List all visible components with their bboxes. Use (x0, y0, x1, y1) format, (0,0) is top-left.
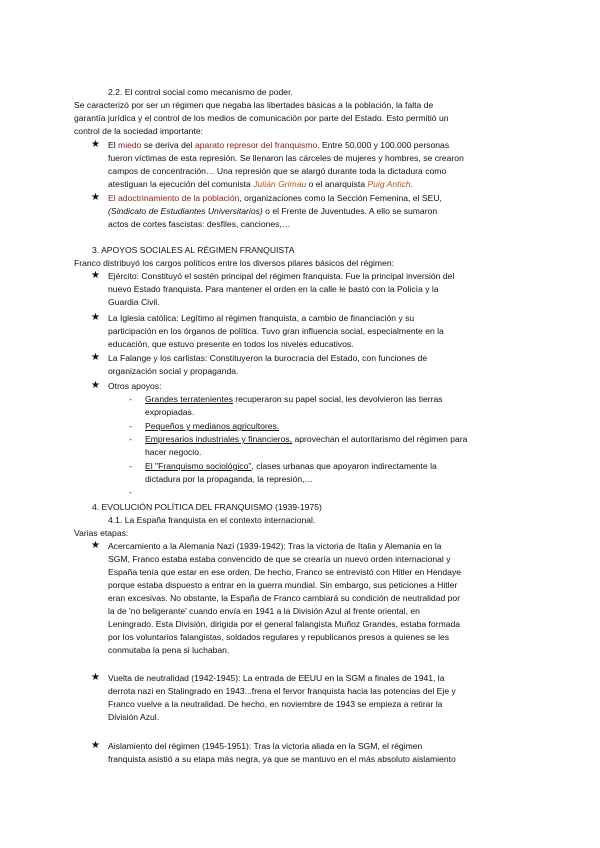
name-puig-antich: Puig Antich (367, 179, 411, 189)
section-4-1-heading: 4.1. La España franquista en el contexto internacional. (108, 515, 316, 525)
bullet-line: organización social y propaganda. (108, 366, 239, 376)
bullet-line: España tenía que estar en ese orden. De hecho, Franco se entrevistó con Hitler en Hendaye (108, 567, 462, 577)
bullet-line: fueron víctimas de esta represión. Se llenaron las cárceles de mujeres y hombres, se crearon (108, 153, 464, 163)
text: , clases urbanas que apoyaron indirectamente la (251, 461, 437, 471)
star-bullet-icon: ★ (91, 192, 100, 203)
keyword-aparato-represor: aparato represor del franquismo (194, 140, 318, 150)
sub-bullet-line (145, 393, 443, 405)
bullet-line: Vuelta de neutralidad (1942-1945): La entrada de EEUU en la SGM a finales de 1941, la (108, 673, 445, 683)
paragraph-line: Franco distribuyó los cargos políticos entre los diversos pilares básicos del régimen: (74, 258, 395, 268)
paragraph-line: Se caracterizó por ser un régimen que negaba las libertades básicas a la población, la falta de (74, 100, 434, 110)
bullet-line: la de 'no beligerante' cuando envía en 1941 a la División Azul al frente oriental, en (108, 606, 420, 616)
bullet-line: por los voluntarios falangistas, soldados regulares y republicanos presos a quienes se les (108, 632, 450, 642)
dash-bullet: - (129, 421, 132, 431)
sub-bullet-line: dictadura por la propaganda, la represión,… (145, 474, 314, 484)
bullet-line: participación en los órganos de política. Tuvo gran influencia social, especialmente en la (108, 326, 444, 336)
dash-bullet: - (129, 394, 132, 404)
bullet-line: División Azul. (108, 712, 160, 722)
bullet-line: derrota nazi en Stalingrado en 1943...frena el fervor franquista hacia las potencias del Eje y (108, 686, 456, 696)
text: atestiguan la ejecución del comunista (108, 179, 254, 189)
dash-bullet: - (129, 487, 132, 497)
star-bullet-icon: ★ (91, 270, 100, 281)
star-bullet-icon: ★ (91, 540, 100, 551)
text: o el Frente de Juventudes. A ello se sumaron (262, 206, 438, 216)
bullet-line: SGM, Franco estaba estaba convencido de que se crearía un nuevo orden internacional y (108, 554, 451, 564)
section-4-heading: 4. EVOLUCIÓN POLÍTICA DEL FRANQUISMO (1939-1975) (92, 502, 322, 512)
paragraph-line: Varias etapas: (74, 528, 129, 538)
star-bullet-icon: ★ (91, 139, 100, 150)
bullet-line (108, 192, 442, 204)
star-bullet-icon: ★ (91, 380, 100, 391)
bullet-line: porque estaba dispuesto a entrar en la guerra mundial. Sin embargo, sus peticiones a Hitler (108, 580, 458, 590)
bullet-line: educación, que estuvo presente en todos los niveles educativos. (108, 339, 354, 349)
star-bullet-icon: ★ (91, 352, 100, 363)
bullet-line: La Falange y los carlistas: Constituyeron la burocracia del Estado, con funciones de (108, 353, 428, 363)
text: El (108, 140, 119, 150)
bullet-line: franquista asistió a su etapa más negra, ya que se mantuvo en el más absoluto aislamiento (108, 754, 456, 764)
bullet-line (108, 139, 449, 151)
dash-bullet: - (129, 434, 132, 444)
paragraph-line: control de la sociedad importante: (74, 126, 203, 136)
bullet-line: Ejército: Constituyó el sostén principal del régimen franquista. Fue la principal inversión del (108, 271, 455, 281)
bullet-line: Franco vuelve a la neutralidad. De hecho, en noviembre de 1943 se empieza a retirar la (108, 699, 443, 709)
bullet-line: nuevo Estado franquista. Para mantener el orden en la calle le bastó con la Policía y la (108, 284, 439, 294)
sub-bullet-line: hacer negocio. (145, 447, 202, 457)
text-grandes-terratenientes: Grandes terratenientes (145, 394, 233, 404)
text: , organizaciones como la Sección Femenina, el SEU, (239, 193, 442, 203)
text: o el anarquista (306, 179, 368, 189)
sub-bullet-line (145, 433, 467, 445)
text: se deriva del (141, 140, 195, 150)
bullet-line: conmutaba la pena si luchaban. (108, 645, 230, 655)
bullet-line: Otros apoyos: (108, 381, 162, 391)
sub-bullet-line: expropiadas. (145, 407, 195, 417)
bullet-line (108, 205, 437, 217)
section-2-2-heading: 2.2. El control social como mecanismo de poder. (108, 87, 293, 97)
text: . Entre 50.000 y 100.000 personas (317, 140, 450, 150)
section-3-heading: 3. APOYOS SOCIALES AL RÉGIMEN FRANQUISTA (92, 245, 295, 255)
text: recuperaron su papel social, les devolvieron las tierras (232, 394, 443, 404)
paragraph-line: garantía jurídica y el control de los medios de comunicación por parte del Estado. Esto permitió un (74, 113, 449, 123)
keyword-miedo: miedo (118, 140, 142, 150)
dash-bullet: - (129, 461, 132, 471)
sub-bullet-line (145, 460, 437, 472)
bullet-line: Acercamiento a la Alemania Nazi (1939-1942): Tras la victoria de Italia y Alemania en la (108, 541, 442, 551)
bullet-line: actos de cortes fascistas: desfiles, canciones,… (108, 219, 291, 229)
text-franquismo-sociologico: El "Franquismo sociológico" (145, 461, 252, 471)
star-bullet-icon: ★ (91, 312, 100, 323)
text: aprovechan el autoritarismo del régimen para (292, 434, 468, 444)
bullet-line: campos de concentración… Una represión que se alargó durante toda la dictadura como (108, 166, 447, 176)
bullet-line: La Iglesia católica: Legítimo al régimen franquista, a cambio de financiación y su (108, 313, 415, 323)
sub-bullet-line: Pequeños y medianos agricultores. (145, 421, 280, 431)
keyword-adoctrinamiento: El adoctrinamiento de la población (108, 193, 240, 203)
bullet-line (108, 178, 413, 190)
name-julian-grimau: Julián Grimau (253, 179, 307, 189)
bullet-line: Guardia Civil. (108, 297, 160, 307)
star-bullet-icon: ★ (91, 672, 100, 683)
bullet-line: Leningrado. Esta División, dirigida por el general falangista Muñoz Grandes, estaba formada (108, 619, 461, 629)
bullet-line: Aislamiento del régimen (1945-1951): Tras la victoria aliada en la SGM, el régimen (108, 741, 423, 751)
text: . (410, 179, 413, 189)
text-sindicato: (Sindicato de Estudiantes Universitarios) (108, 206, 263, 216)
bullet-line: eran excesivas. No obstante, la España de Franco cambiará su condición de neutralidad por (108, 593, 461, 603)
star-bullet-icon: ★ (91, 740, 100, 751)
text-empresarios: Empresarios industriales y financieros, (145, 434, 293, 444)
